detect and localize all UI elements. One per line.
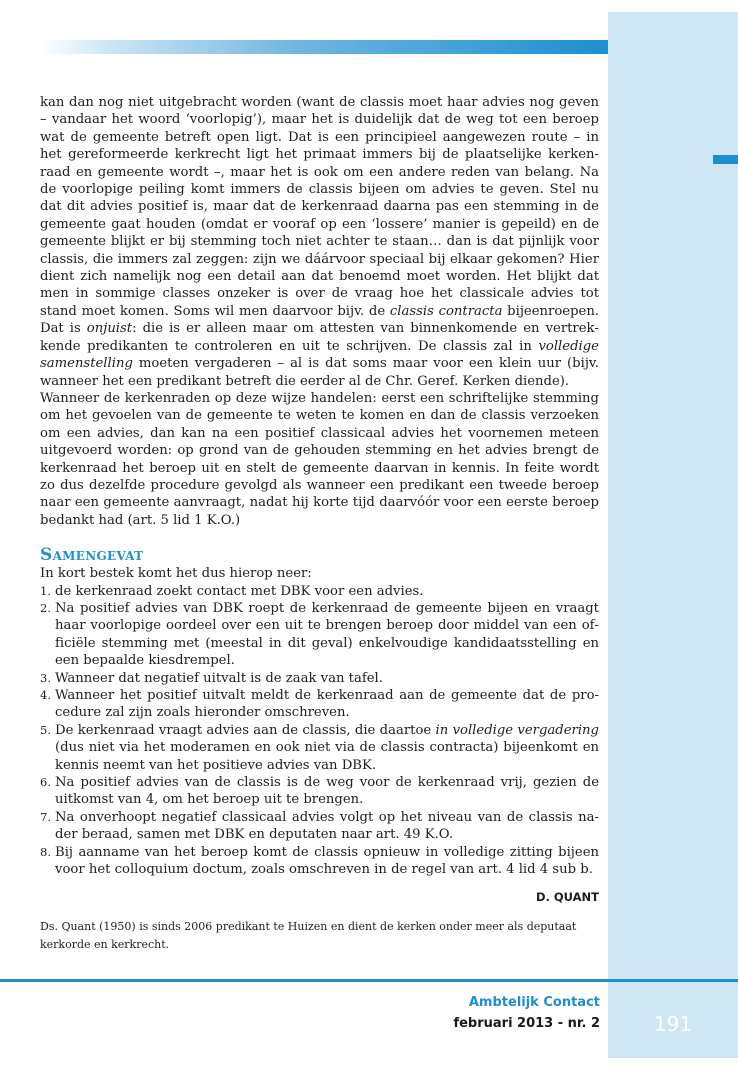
p1-text-c: : die is er alleen maar om attesten van binnenkomende en vertrekkende predikanten te controleren en uit te schrijven. De classis zal in (40, 321, 599, 354)
side-panel (608, 12, 738, 1058)
p1-italic-classis-contracta: classis contracta (389, 303, 503, 319)
issue-label: februari 2013 - nr. 2 (453, 1016, 600, 1031)
list-item (40, 774, 599, 809)
list-item-text: Wanneer dat negatief uitvalt is de zaak van tafel. (55, 670, 383, 686)
list-item-number: 3. (40, 670, 51, 685)
list-item (40, 600, 599, 670)
side-accent-marker (713, 155, 738, 164)
list-item-number: 4. (40, 688, 51, 702)
p1-italic-onjuist: onjuist (86, 321, 133, 337)
p1-text-a: kan dan nog niet uitgebracht worden (want de classis moet haar advies nog geven – vandaar het woord ‘voorlopig’), maar het is duidelijk dat de weg tot een beroep wat de gemeente betreft open ligt. Dat is een principieel aangewezen route – in het gereformeerde kerkrecht ligt het primaat immers bij de plaatselijke kerkenraad en gemeente wordt –, maar het is ook om een andere reden van belang. Na de voorlopige peiling komt immers de classis bijeen om advies te geven. Stel nu dat dit advies positief is, maar dat de kerkenraad daarna pas een stemming in de gemeente gaat houden (omdat er vooraf op een ‘lossere’ manier is gepeild) en de gemeente blijkt er bij stemming toch niet achter te staan… dan is dat pijnlijk voor classis, die immers zal zeggen: zijn we dáárvoor speciaal bij elkaar gekomen? Hier dient zich namelijk nog een detail aan dat benoemd moet worden. Het blijkt dat men in sommige classes onzeker is over de vraag hoe het classicale advies tot stand moet komen. Soms wil men daarvoor bijv. de (40, 95, 599, 319)
list-item-number: 7. (40, 809, 51, 824)
list-item (40, 670, 599, 687)
summary-list (40, 583, 599, 879)
summary-intro: In kort bestek komt het dus hierop neer: (40, 566, 312, 582)
list-item (40, 809, 599, 844)
list-item-number: 8. (40, 844, 51, 859)
magazine-title: Ambtelijk Contact (468, 995, 600, 1010)
p1-text-b: bijeenroepen. Dat is (40, 303, 599, 337)
list-item (40, 583, 599, 600)
section-title-samengevat: Samengevat (40, 545, 144, 566)
list-item-text: Na onverhoopt negatief classicaal advies volgt op het niveau van de classis nader beraad, samen met DBK en deputaten naar art. 49 K.O. (55, 809, 599, 843)
footer-divider (0, 979, 738, 982)
list-item (40, 844, 599, 879)
list-item-text: de kerkenraad zoekt contact met DBK voor een advies. (55, 583, 424, 599)
page-number: 191 (653, 1012, 693, 1036)
list-item-text: Na positief advies van DBK roept de kerkenraad de gemeente bijeen en vraagt haar voorlopige oordeel over een uit te brengen beroep door middel van een officiële stemming met (meestal in dit geval) enkelvoudige kandidaatsstelling en een bepaalde kiesdrempel. (55, 600, 599, 669)
list-item (40, 722, 599, 774)
p1-italic-volledige-samenstelling: volledige samenstelling (40, 338, 599, 372)
body-paragraph-1 (40, 94, 599, 390)
list-item-text: De kerkenraad vraagt advies aan de classis, die daartoe (55, 722, 436, 738)
author-bio: Ds. Quant (1950) is sinds 2006 predikant te Huizen en dient de kerken onder meer als deputaat kerkorde en kerkrecht. (40, 920, 577, 952)
list-item-number: 2. (40, 600, 51, 615)
list-item-number: 1. (40, 583, 51, 598)
list-item-text: Wanneer het positief uitvalt meldt de kerkenraad aan de gemeente dat de procedure zal zijn zoals hieronder omschreven. (55, 688, 599, 721)
list-item-number: 5. (40, 722, 51, 737)
list-item-number: 6. (40, 775, 51, 790)
header-gradient-stripe (40, 40, 608, 54)
list-item-italic: in volledige vergadering (435, 722, 599, 738)
list-item-text: Bij aanname van het beroep komt de classis opnieuw in volledige zitting bijeen voor het colloquium doctum, zoals omschreven in de regel van art. 4 lid 4 sub b. (55, 844, 599, 878)
body-paragraph-2: Wanneer de kerkenraden op deze wijze handelen: eerst een schriftelijke stemming om het gevoelen van de gemeente te weten te komen en dan de classis verzoeken om een advies, dan kan na een positief classicaal advies het voornemen meteen uitgevoerd worden: op grond van de gehouden stemming en het advies brengt de kerkenraad het beroep uit en stelt de gemeente daarvan in kennis. In feite wordt zo dus dezelfde procedure gevolgd als wanneer een predikant een tweede beroep naar een gemeente aanvraagt, nadat hij korte tijd daarvóór voor een eerste beroep bedankt had (art. 5 lid 1 K.O.) (40, 390, 599, 528)
list-item-text: (dus niet via het moderamen en ook niet via de classis contracta) bijeenkomt en kennis neemt van het positieve advies van DBK. (55, 740, 599, 773)
list-item-text: Na positief advies van de classis is de weg voor de kerkenraad vrij, gezien de uitkomst van 4, om het beroep uit te brengen. (55, 775, 599, 808)
article-body (40, 94, 599, 954)
list-item (40, 687, 599, 722)
p1-text-d: moeten vergaderen – al is dat soms maar voor een klein uur (bijv. wanneer het een predikant betreft die eerder al de Chr. Geref. Kerken diende). (40, 356, 599, 389)
author-signature: D. QUANT (535, 890, 599, 905)
